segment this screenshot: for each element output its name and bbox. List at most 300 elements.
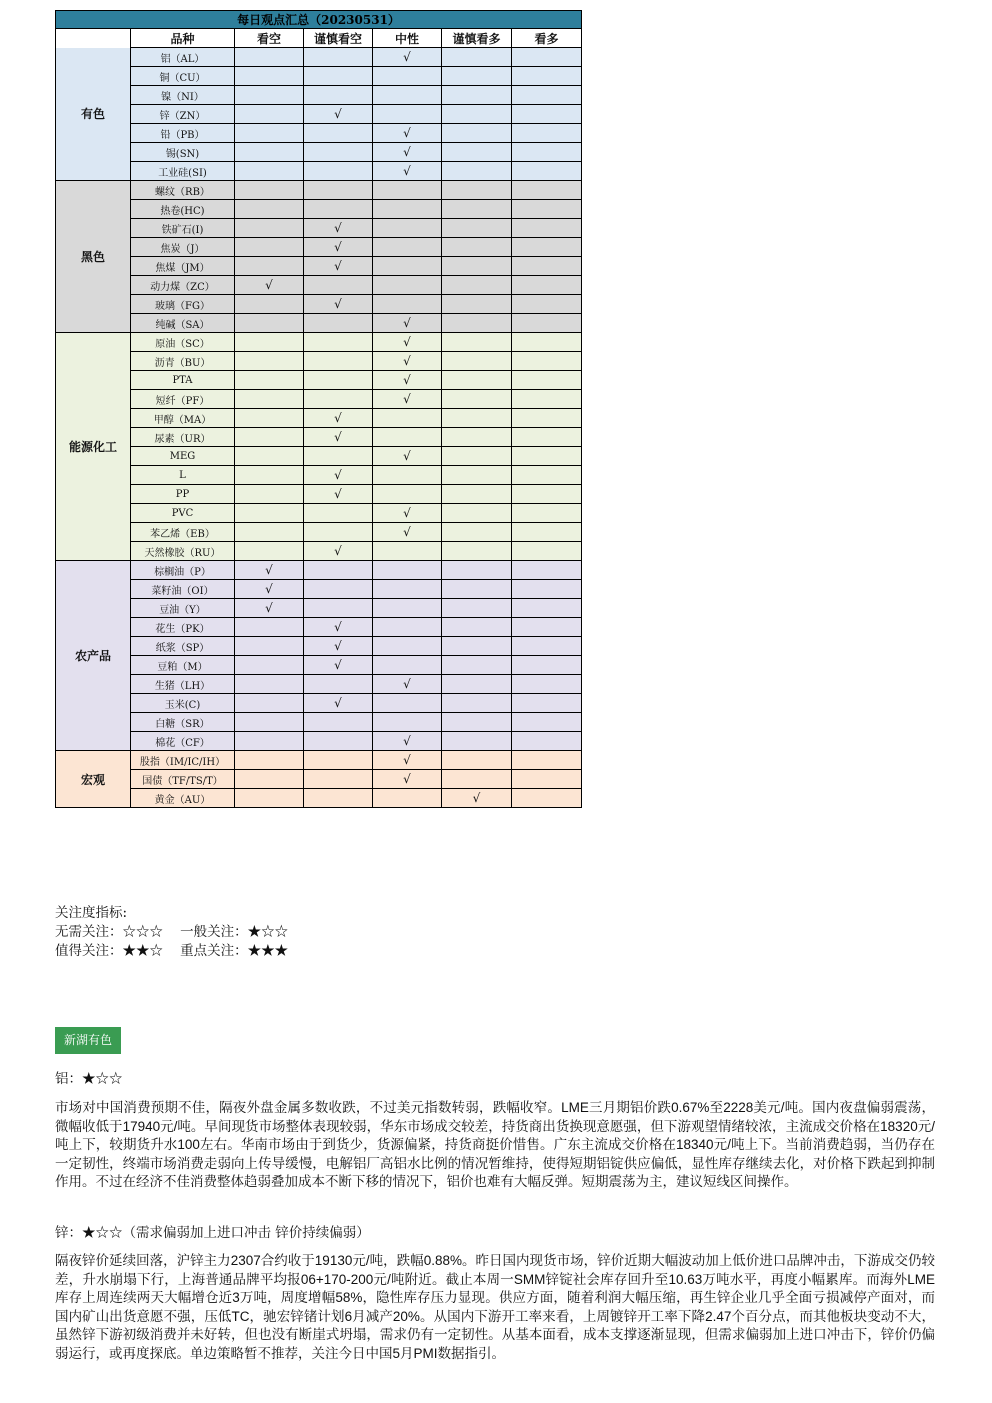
view-cell [235,238,304,257]
view-cell [512,105,582,124]
zinc-heading: 锌：★☆☆（需求偏弱加上进口冲击 锌价持续偏弱） [55,1225,370,1241]
check-mark: √ [373,504,442,523]
view-cell [512,295,582,314]
view-cell [512,466,582,485]
check-mark: √ [304,485,373,504]
section-tag-xinhu-nonferrous: 新湖有色 [55,1027,121,1054]
view-cell [512,200,582,219]
view-cell [304,675,373,694]
product-label: 螺纹（RB） [131,181,235,200]
view-cell [235,447,304,466]
view-cell [512,523,582,542]
view-cell [512,390,582,409]
view-cell [442,295,512,314]
view-cell [304,333,373,352]
view-cell [373,67,442,86]
view-cell [442,200,512,219]
view-cell [373,694,442,713]
view-cell [304,48,373,67]
view-cell [512,580,582,599]
view-cell [512,352,582,371]
view-cell [442,751,512,770]
view-cell [512,219,582,238]
view-cell [512,447,582,466]
table-row [56,257,582,276]
view-cell [235,694,304,713]
check-mark: √ [373,732,442,751]
view-cell [442,219,512,238]
view-cell [235,751,304,770]
product-label: 棕榈油（P） [131,561,235,580]
view-cell [512,599,582,618]
view-cell [442,352,512,371]
column-header: 谨慎看多 [442,29,512,48]
product-label: L [131,466,235,485]
check-mark: √ [304,238,373,257]
product-label: 沥青（BU） [131,352,235,371]
product-label: 铅（PB） [131,124,235,143]
product-label: 黄金（AU） [131,789,235,808]
view-cell [235,466,304,485]
view-cell [235,675,304,694]
view-cell [512,48,582,67]
view-cell [304,124,373,143]
table-title: 每日观点汇总（20230531） [56,11,582,29]
table-row [56,789,582,808]
product-label: 原油（SC） [131,333,235,352]
check-mark: √ [373,48,442,67]
view-cell [442,162,512,181]
table-row [56,675,582,694]
product-label: 纸浆（SP） [131,637,235,656]
view-cell [442,371,512,390]
column-header: 谨慎看空 [304,29,373,48]
view-cell [512,371,582,390]
view-cell [373,618,442,637]
view-cell [442,694,512,713]
view-cell [304,561,373,580]
table-row [56,238,582,257]
check-mark: √ [304,105,373,124]
view-cell [512,257,582,276]
view-cell [512,86,582,105]
product-label: 铁矿石(I) [131,219,235,238]
view-cell [235,409,304,428]
view-cell [373,466,442,485]
view-cell [235,542,304,561]
product-label: 焦炭（J） [131,238,235,257]
table-row [56,428,582,447]
check-mark: √ [235,276,304,295]
group-label: 有色 [56,48,131,181]
view-cell [304,143,373,162]
check-mark: √ [373,314,442,333]
view-cell [442,770,512,789]
table-row [56,694,582,713]
check-mark: √ [304,219,373,238]
view-cell [373,789,442,808]
table-row [56,314,582,333]
product-label: 镍（NI） [131,86,235,105]
view-cell [304,371,373,390]
view-cell [442,637,512,656]
view-cell [235,428,304,447]
table-row [56,200,582,219]
view-cell [442,105,512,124]
view-cell [442,276,512,295]
view-cell [512,637,582,656]
product-label: PP [131,485,235,504]
view-cell [235,48,304,67]
view-cell [442,675,512,694]
view-cell [512,694,582,713]
view-cell [235,390,304,409]
view-cell [304,181,373,200]
view-cell [235,67,304,86]
product-label: PTA [131,371,235,390]
view-cell [512,143,582,162]
check-mark: √ [304,694,373,713]
product-label: 生猪（LH） [131,675,235,694]
view-cell [442,732,512,751]
check-mark: √ [373,143,442,162]
view-cell [304,732,373,751]
view-cell [304,67,373,86]
product-label: 菜籽油（OI） [131,580,235,599]
view-cell [442,390,512,409]
table-row [56,352,582,371]
check-mark: √ [235,561,304,580]
product-label: 甲醇（MA） [131,409,235,428]
aluminum-heading: 铝：★☆☆ [55,1071,123,1087]
group-label: 农产品 [56,561,131,751]
table-row [56,561,582,580]
table-row [56,162,582,181]
table-row [56,295,582,314]
product-label: 锡(SN) [131,143,235,162]
table-row [56,523,582,542]
view-cell [373,656,442,675]
view-cell [235,86,304,105]
view-cell [235,124,304,143]
view-cell [373,561,442,580]
check-mark: √ [373,675,442,694]
view-cell [373,580,442,599]
table-row [56,86,582,105]
view-cell [442,656,512,675]
legend-line-2: 值得关注：★★☆ 重点关注：★★★ [55,943,289,959]
product-label: 铜（CU） [131,67,235,86]
view-cell [304,352,373,371]
check-mark: √ [373,371,442,390]
view-cell [304,314,373,333]
table-row [56,504,582,523]
check-mark: √ [304,542,373,561]
view-cell [235,732,304,751]
view-cell [235,371,304,390]
view-cell [235,352,304,371]
table-row [56,618,582,637]
view-cell [304,86,373,105]
view-cell [235,181,304,200]
view-cell [235,713,304,732]
check-mark: √ [373,333,442,352]
view-cell [512,333,582,352]
view-cell [235,523,304,542]
view-cell [304,390,373,409]
check-mark: √ [304,637,373,656]
view-cell [442,618,512,637]
view-cell [512,238,582,257]
check-mark: √ [235,599,304,618]
table-row [56,390,582,409]
view-cell [442,143,512,162]
table-row [56,466,582,485]
product-label: 苯乙烯（EB） [131,523,235,542]
view-cell [442,561,512,580]
check-mark: √ [304,618,373,637]
view-cell [442,257,512,276]
table-row [56,599,582,618]
view-cell [304,713,373,732]
view-cell [442,523,512,542]
view-cell [373,637,442,656]
view-cell [235,219,304,238]
group-label: 能源化工 [56,333,131,561]
table-row [56,105,582,124]
view-cell [235,504,304,523]
check-mark: √ [442,789,512,808]
view-cell [373,599,442,618]
table-row [56,485,582,504]
group-label: 黑色 [56,181,131,333]
check-mark: √ [373,162,442,181]
view-cell [512,124,582,143]
view-cell [512,314,582,333]
view-cell [442,86,512,105]
table-row [56,656,582,675]
view-cell [373,276,442,295]
view-cell [512,732,582,751]
view-cell [442,409,512,428]
zinc-commentary: 隔夜锌价延续回落，沪锌主力2307合约收于19130元/吨，跌幅0.88%。昨日国内现货市场，锌价近期大幅波动加上低价进口品牌冲击，下游成交仍较差，升水崩塌下行，上海普通品牌平均报06+170-200元/吨附近。截止本周一SMM锌锭社会库存回升至10.63万吨水平，再度小幅累库。而海外LME库存上周连续两天大幅增仓近3万吨，周度增幅58%，隐性库存压力显现。供应方面，随着利润大幅压缩，再生锌企业几乎全面亏损减停产面对，而国内矿山出货意愿不强，压低TC，驰宏锌锗计划6月减产20%。从国内下游开工率来看，上周镀锌开工率下降2.47个百分点，而其他板块变动不大，虽然锌下游初级消费并未好转，但也没有断崖式坍塌，需求仍有一定韧性。从基本面看，成本支撑逐渐显现，但需求偏弱加上进口冲击下，锌价仍偏弱运行，或再度探底。单边策略暂不推荐，关注今日中国5月PMI数据指引。 [55,1253,935,1361]
legend-line-1: 无需关注：☆☆☆ 一般关注：★☆☆ [55,924,289,940]
view-cell [235,314,304,333]
table-row [56,447,582,466]
view-cell [304,770,373,789]
view-cell [373,181,442,200]
view-cell [442,124,512,143]
view-cell [304,751,373,770]
table-row [56,48,582,67]
product-label: 工业硅(SI) [131,162,235,181]
view-cell [442,67,512,86]
check-mark: √ [373,770,442,789]
view-cell [442,428,512,447]
view-cell [304,789,373,808]
product-label: 动力煤（ZC） [131,276,235,295]
product-label: 热卷(HC) [131,200,235,219]
view-cell [512,618,582,637]
table-row [56,124,582,143]
product-label: 豆粕（M） [131,656,235,675]
view-cell [512,713,582,732]
view-cell [512,770,582,789]
table-row [56,542,582,561]
product-label: 锌（ZN） [131,105,235,124]
view-cell [512,428,582,447]
view-cell [512,276,582,295]
table-row [56,219,582,238]
view-cell [235,105,304,124]
view-cell [442,314,512,333]
table-row [56,713,582,732]
view-cell [442,542,512,561]
view-cell [373,238,442,257]
view-cell [235,485,304,504]
view-cell [442,48,512,67]
table-row [56,371,582,390]
column-header: 看空 [235,29,304,48]
view-cell [512,67,582,86]
view-cell [304,504,373,523]
view-cell [512,675,582,694]
table-row [56,770,582,789]
view-cell [235,143,304,162]
check-mark: √ [304,466,373,485]
view-cell [512,181,582,200]
table-row [56,580,582,599]
view-cell [373,713,442,732]
view-cell [512,789,582,808]
view-cell [235,656,304,675]
view-cell [235,618,304,637]
view-cell [442,485,512,504]
check-mark: √ [373,124,442,143]
view-cell [373,409,442,428]
table-row [56,333,582,352]
view-cell [235,295,304,314]
view-cell [442,504,512,523]
daily-view-summary-table [55,10,582,808]
view-cell [373,200,442,219]
product-label: 焦煤（JM） [131,257,235,276]
table-row [56,409,582,428]
view-cell [442,713,512,732]
table-row [56,143,582,162]
product-label: MEG [131,447,235,466]
view-cell [512,656,582,675]
table-row [56,181,582,200]
product-label: 天然橡胶（RU） [131,542,235,561]
view-cell [304,200,373,219]
product-label: 国债（TF/TS/T） [131,770,235,789]
product-label: 纯碱（SA） [131,314,235,333]
check-mark: √ [235,580,304,599]
view-cell [442,181,512,200]
view-cell [512,751,582,770]
product-label: 花生（PK） [131,618,235,637]
product-label: 短纤（PF） [131,390,235,409]
view-cell [235,257,304,276]
view-cell [235,162,304,181]
view-cell [512,561,582,580]
view-cell [512,162,582,181]
view-cell [304,447,373,466]
check-mark: √ [373,390,442,409]
view-cell [304,523,373,542]
view-cell [304,580,373,599]
table-row [56,732,582,751]
view-cell [373,485,442,504]
view-cell [442,333,512,352]
product-label: 豆油（Y） [131,599,235,618]
legend-title: 关注度指标: [55,905,128,921]
table-row [56,67,582,86]
check-mark: √ [304,656,373,675]
column-header: 看多 [512,29,582,48]
product-label: 棉花（CF） [131,732,235,751]
view-cell [235,200,304,219]
view-cell [373,86,442,105]
view-cell [235,637,304,656]
view-cell [442,580,512,599]
check-mark: √ [304,295,373,314]
view-cell [442,447,512,466]
view-cell [512,542,582,561]
table-row [56,637,582,656]
table-row [56,751,582,770]
view-cell [512,504,582,523]
check-mark: √ [373,523,442,542]
view-cell [373,542,442,561]
column-header: 品种 [131,29,235,48]
check-mark: √ [304,409,373,428]
product-label: 尿素（UR） [131,428,235,447]
group-label: 宏观 [56,751,131,808]
check-mark: √ [373,352,442,371]
view-cell [442,466,512,485]
attention-legend [55,904,288,961]
column-header: 中性 [373,29,442,48]
view-cell [373,105,442,124]
view-cell [304,276,373,295]
view-cell [442,238,512,257]
view-cell [304,599,373,618]
check-mark: √ [373,751,442,770]
check-mark: √ [304,257,373,276]
product-label: 玉米(C) [131,694,235,713]
view-cell [512,485,582,504]
view-cell [373,257,442,276]
header-group-cell [56,29,131,48]
view-cell [512,409,582,428]
product-label: PVC [131,504,235,523]
view-cell [373,219,442,238]
check-mark: √ [373,447,442,466]
view-cell [373,295,442,314]
view-cell [235,333,304,352]
view-cell [442,599,512,618]
table-row [56,276,582,295]
view-cell [304,162,373,181]
product-label: 股指（IM/IC/IH） [131,751,235,770]
aluminum-commentary: 市场对中国消费预期不佳，隔夜外盘金属多数收跌，不过美元指数转弱，跌幅收窄。LME三月期铝价跌0.67%至2228美元/吨。国内夜盘偏弱震荡，微幅收低于17940元/吨。早间现货市场整体表现较弱，华东市场成交较差，持货商出货换现意愿强，但下游观望情绪较浓，主流成交价格在18320元/吨上下，较期货升水100左右。华南市场由于到货少，货源偏紧，持货商挺价惜售。广东主流成交价格在18340元/吨上下。当前消费趋弱，当仍存在一定韧性，终端市场消费走弱向上传导缓慢，电解铝厂高铝水比例的情况暂维持，使得短期铝锭供应偏低，显性库存继续去化，对价格下跌起到抑制作用。不过在经济不佳消费整体趋弱叠加成本不断下移的情况下，铝价也难有大幅反弹。短期震荡为主，建议短线区间操作。 [55,1100,935,1189]
product-label: 白糖（SR） [131,713,235,732]
view-cell [373,428,442,447]
product-label: 玻璃（FG） [131,295,235,314]
view-cell [235,770,304,789]
